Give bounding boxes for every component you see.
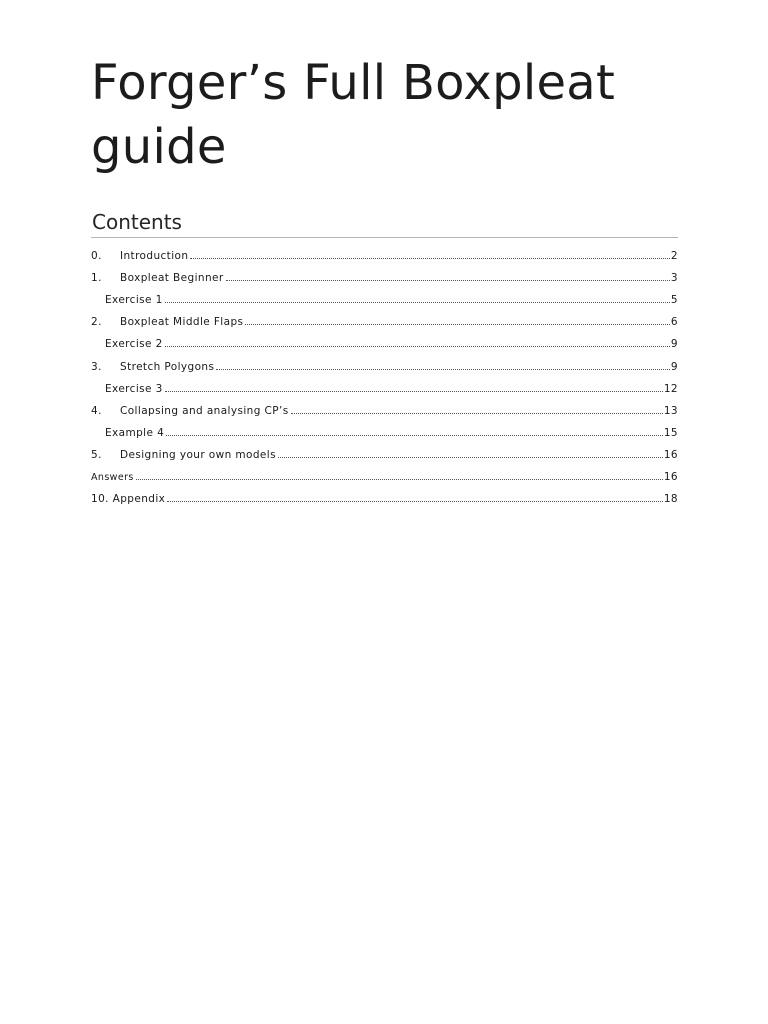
toc-leader	[245, 324, 670, 325]
toc-entry-boxpleat-beginner[interactable]	[91, 265, 678, 287]
toc-entry-example-4[interactable]	[91, 420, 678, 442]
toc-label: Stretch Polygons	[120, 360, 215, 373]
toc-page-number: 3	[670, 272, 678, 285]
toc-leader	[165, 391, 663, 392]
toc-label: Answers	[91, 472, 134, 484]
toc-entry-collapsing-and-analysing[interactable]	[91, 398, 678, 420]
toc-entry-stretch-polygons[interactable]	[91, 353, 678, 375]
toc-leader	[166, 435, 663, 436]
document-page	[91, 0, 678, 508]
toc-entry-designing-your-own-models[interactable]	[91, 442, 678, 464]
toc-label: Collapsing and analysing CP’s	[120, 404, 289, 417]
toc-label: 10. Appendix	[91, 493, 166, 506]
toc-page-number: 13	[663, 404, 678, 417]
toc-entry-answers[interactable]	[91, 464, 678, 486]
toc-leader	[226, 280, 670, 281]
toc-page-number: 2	[670, 250, 678, 263]
table-of-contents	[91, 243, 678, 508]
toc-page-number: 6	[670, 316, 678, 329]
document-title: Forger’s Full Boxpleat guide	[91, 55, 616, 175]
toc-entry-exercise-1[interactable]	[91, 287, 678, 309]
toc-entry-appendix[interactable]	[91, 486, 678, 508]
toc-leader	[165, 302, 670, 303]
toc-label: Example 4	[105, 426, 165, 439]
toc-label: Exercise 1	[105, 294, 163, 307]
toc-leader	[167, 501, 663, 502]
toc-page-number: 5	[670, 294, 678, 307]
toc-label: Boxpleat Beginner	[120, 272, 224, 285]
toc-number: 5.	[91, 448, 102, 461]
toc-entry-exercise-2[interactable]	[91, 331, 678, 353]
toc-number: 1.	[91, 272, 102, 285]
contents-heading: Contents	[92, 210, 182, 234]
toc-label: Exercise 3	[105, 382, 163, 395]
toc-leader	[216, 369, 670, 370]
toc-label: Boxpleat Middle Flaps	[120, 316, 244, 329]
toc-leader	[136, 479, 663, 480]
toc-label: Introduction	[120, 250, 189, 263]
toc-number: 3.	[91, 360, 102, 373]
toc-page-number: 9	[670, 360, 678, 373]
toc-entry-exercise-3[interactable]	[91, 376, 678, 398]
toc-page-number: 18	[663, 493, 678, 506]
toc-page-number: 9	[670, 338, 678, 351]
toc-page-number: 16	[663, 448, 678, 461]
toc-page-number: 15	[663, 426, 678, 439]
toc-leader	[291, 413, 663, 414]
toc-entry-introduction[interactable]	[91, 243, 678, 265]
toc-entry-boxpleat-middle-flaps[interactable]	[91, 309, 678, 331]
toc-number: 2.	[91, 316, 102, 329]
toc-leader	[165, 346, 670, 347]
toc-number: 0.	[91, 250, 102, 263]
toc-leader	[190, 258, 670, 259]
toc-label: Exercise 2	[105, 338, 163, 351]
heading-rule	[91, 237, 678, 238]
toc-page-number: 12	[663, 382, 678, 395]
toc-number: 4.	[91, 404, 102, 417]
toc-leader	[278, 457, 663, 458]
toc-label: Designing your own models	[120, 448, 276, 461]
toc-page-number: 16	[663, 471, 678, 484]
